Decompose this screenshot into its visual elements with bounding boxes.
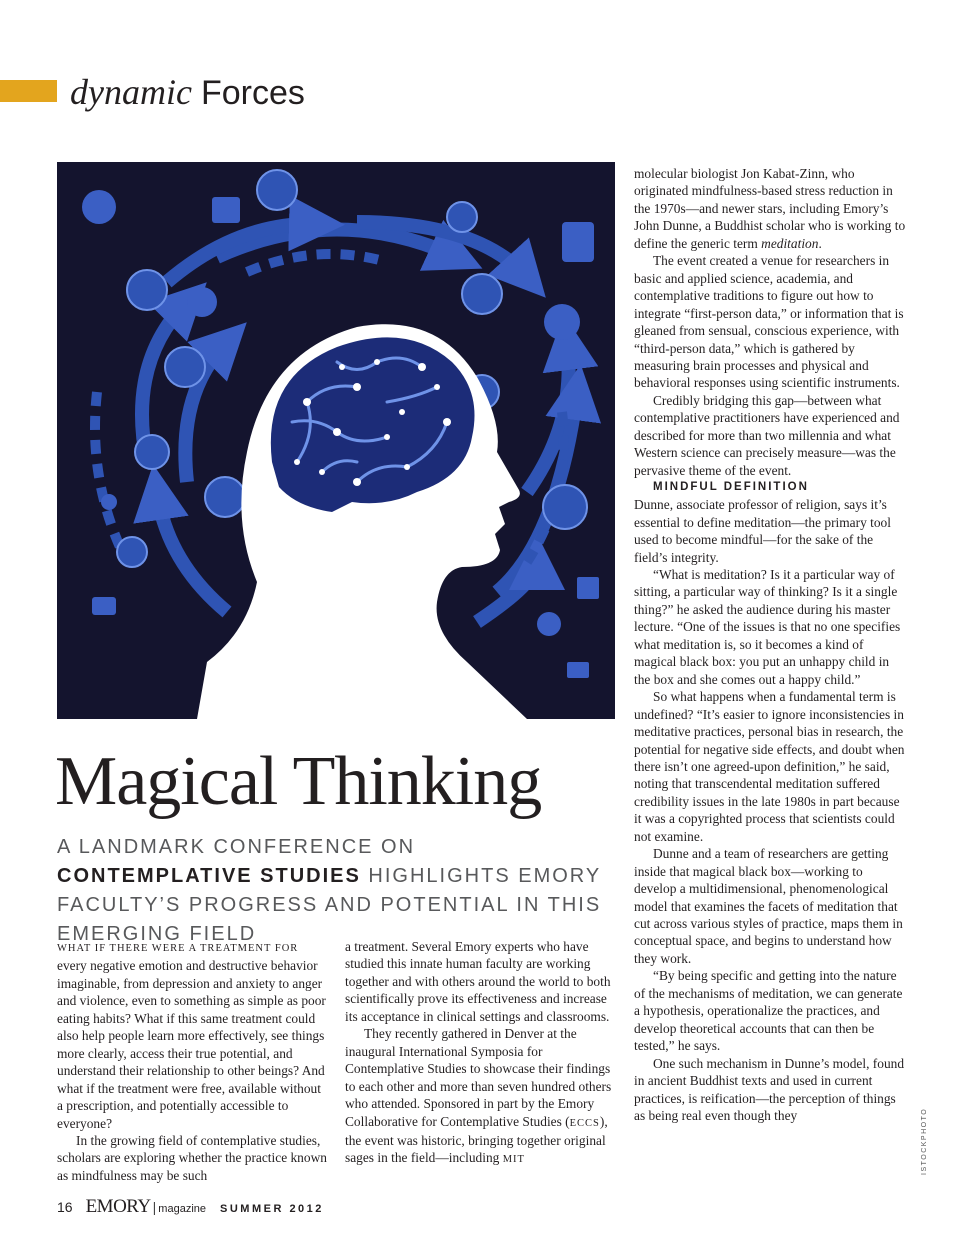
paragraph: a treatment. Several Emory experts who have studied this innate human faculty are working together and with others around the world to both scientifically prove its effectiveness and increase its acceptance in clinical settings and classrooms. xyxy=(345,939,611,1024)
page-number: 16 xyxy=(57,1199,73,1215)
body-column-2 xyxy=(345,938,615,1169)
deck-part-1: A LANDMARK CONFERENCE ON xyxy=(57,836,416,858)
paragraph: In the growing field of contemplative studies, scholars are exploring whether the practice known as mindfulness may be such xyxy=(57,1132,327,1183)
paragraph: Dunne, associate professor of religion, says it’s essential to define meditation—the primary tool used to become mindful—for the sake of the field’s integrity. xyxy=(634,497,891,565)
paragraph-text: They recently gathered in Denver at the inaugural International Symposia for Contemplative Studies to showcase their findings to each other and more than seven hundred others who attended. Sponsored in part by the Emory Collaborative for Contemplative Studies ( xyxy=(345,1026,612,1129)
paragraph: Dunne and a team of researchers are getting inside that magical black box—working to develop a multidimensional, phenomenological model that examines the facets of meditation that cut across various styles of practice, maps them in conceptual space, and begins to understand how they work. xyxy=(634,846,903,966)
magazine-brand: EMORY xyxy=(85,1196,151,1217)
paragraph: One such mechanism in Dunne’s model, found in ancient Buddhist texts and used in current practices, is reification—the perception of things as being real even though they xyxy=(634,1055,905,1124)
deck-bold: CONTEMPLATIVE STUDIES xyxy=(57,865,361,887)
paragraph-text: every negative emotion and destructive behavior imaginable, from depression and anxiety to anger and violence, even to something as simple as poor eating habits? What if this same treatment could also help people learn more effectively, see things more clearly, access their true potential, and understand their relationship to other beings? And what if the treatment were free, available without a prescription, and potentially accessible to everyone? xyxy=(57,958,326,1131)
section-title-roman: Forces xyxy=(200,74,305,112)
magazine-word: magazine xyxy=(158,1203,206,1215)
paragraph-text: molecular biologist Jon Kabat-Zinn, who originated mindfulness-based stress reduction in the 1970s—and newer stars, including Emory’s John Dunne, a Buddhist scholar who is working to define the generic term xyxy=(634,166,906,251)
body-column-3 xyxy=(634,165,906,1124)
paragraph: So what happens when a fundamental term is undefined? “It’s easier to ignore inconsistencies in meditative practices, personal bias in research, the potential for negative side effects, and doubt when there isn’t one agreed-upon definition,” he said, noting that transcendental meditation suffered credibility issues in the late 1980s in part because it was a copyrighted process that scientists could not examine. xyxy=(634,689,905,844)
article-deck xyxy=(57,833,617,949)
body-column-1 xyxy=(57,938,327,1184)
emphasis: meditation xyxy=(761,235,819,251)
paragraph: The event created a venue for researchers in basic and applied science, academia, and contemplative traditions to figure out how to integrate “first-person data,” or information that is gleaned from sensual, conscious experience, with “third-person data,” which is gathered by measuring brain processes and physical and behavioral responses using scientific instruments. xyxy=(634,253,904,391)
page-footer xyxy=(57,1196,324,1218)
section-subhead: MINDFUL DEFINITION xyxy=(653,481,809,494)
paragraph: “What is meditation? Is it a particular way of sitting, a particular way of thinking? Is it a single thing?” he asked the audience during his master lecture. “One of the issues is that no one specifies what meditation is, so it becomes a kind of magical black box: you put an unhappy child in the box and she comes out a happy child.” xyxy=(634,566,901,687)
deck-part-2: HIGHLIGHTS EMORY FACULTY’S PROGRESS AND POTENTIAL IN THIS EMERGING FIELD xyxy=(57,865,602,945)
paragraph xyxy=(57,938,327,1132)
section-color-bar xyxy=(0,80,57,102)
paragraph: Credibly bridging this gap—between what contemplative practitioners have experienced and described for more than two millennia and what Western science can precisely measure—was the pervasive theme of the event. xyxy=(634,392,900,478)
abbreviation: ECCS xyxy=(569,1117,600,1129)
section-title-italic: dynamic xyxy=(70,72,192,112)
paragraph: “By being specific and getting into the nature of the mechanisms of meditation, we can generate a hypothesis, operationalize the practices, and develop theoretical accounts that can then be tested,” he says. xyxy=(634,968,903,1054)
abbreviation: MIT xyxy=(502,1154,525,1166)
issue-date: SUMMER 2012 xyxy=(220,1203,324,1215)
paragraph xyxy=(345,1025,615,1169)
head-brain-network-illustration xyxy=(57,162,615,719)
brand-separator: | xyxy=(152,1199,157,1215)
paragraph xyxy=(634,165,906,252)
article-headline: Magical Thinking xyxy=(55,743,542,820)
section-title xyxy=(70,70,305,115)
photo-credit: ISTOCKPHOTO xyxy=(921,1107,928,1175)
lead-in: WHAT IF THERE WERE A TREATMENT FOR xyxy=(57,943,299,954)
paragraph-text: . xyxy=(818,235,822,251)
paragraph-text: ), the event was historic, bringing together original sages in the field—including xyxy=(345,1113,608,1166)
